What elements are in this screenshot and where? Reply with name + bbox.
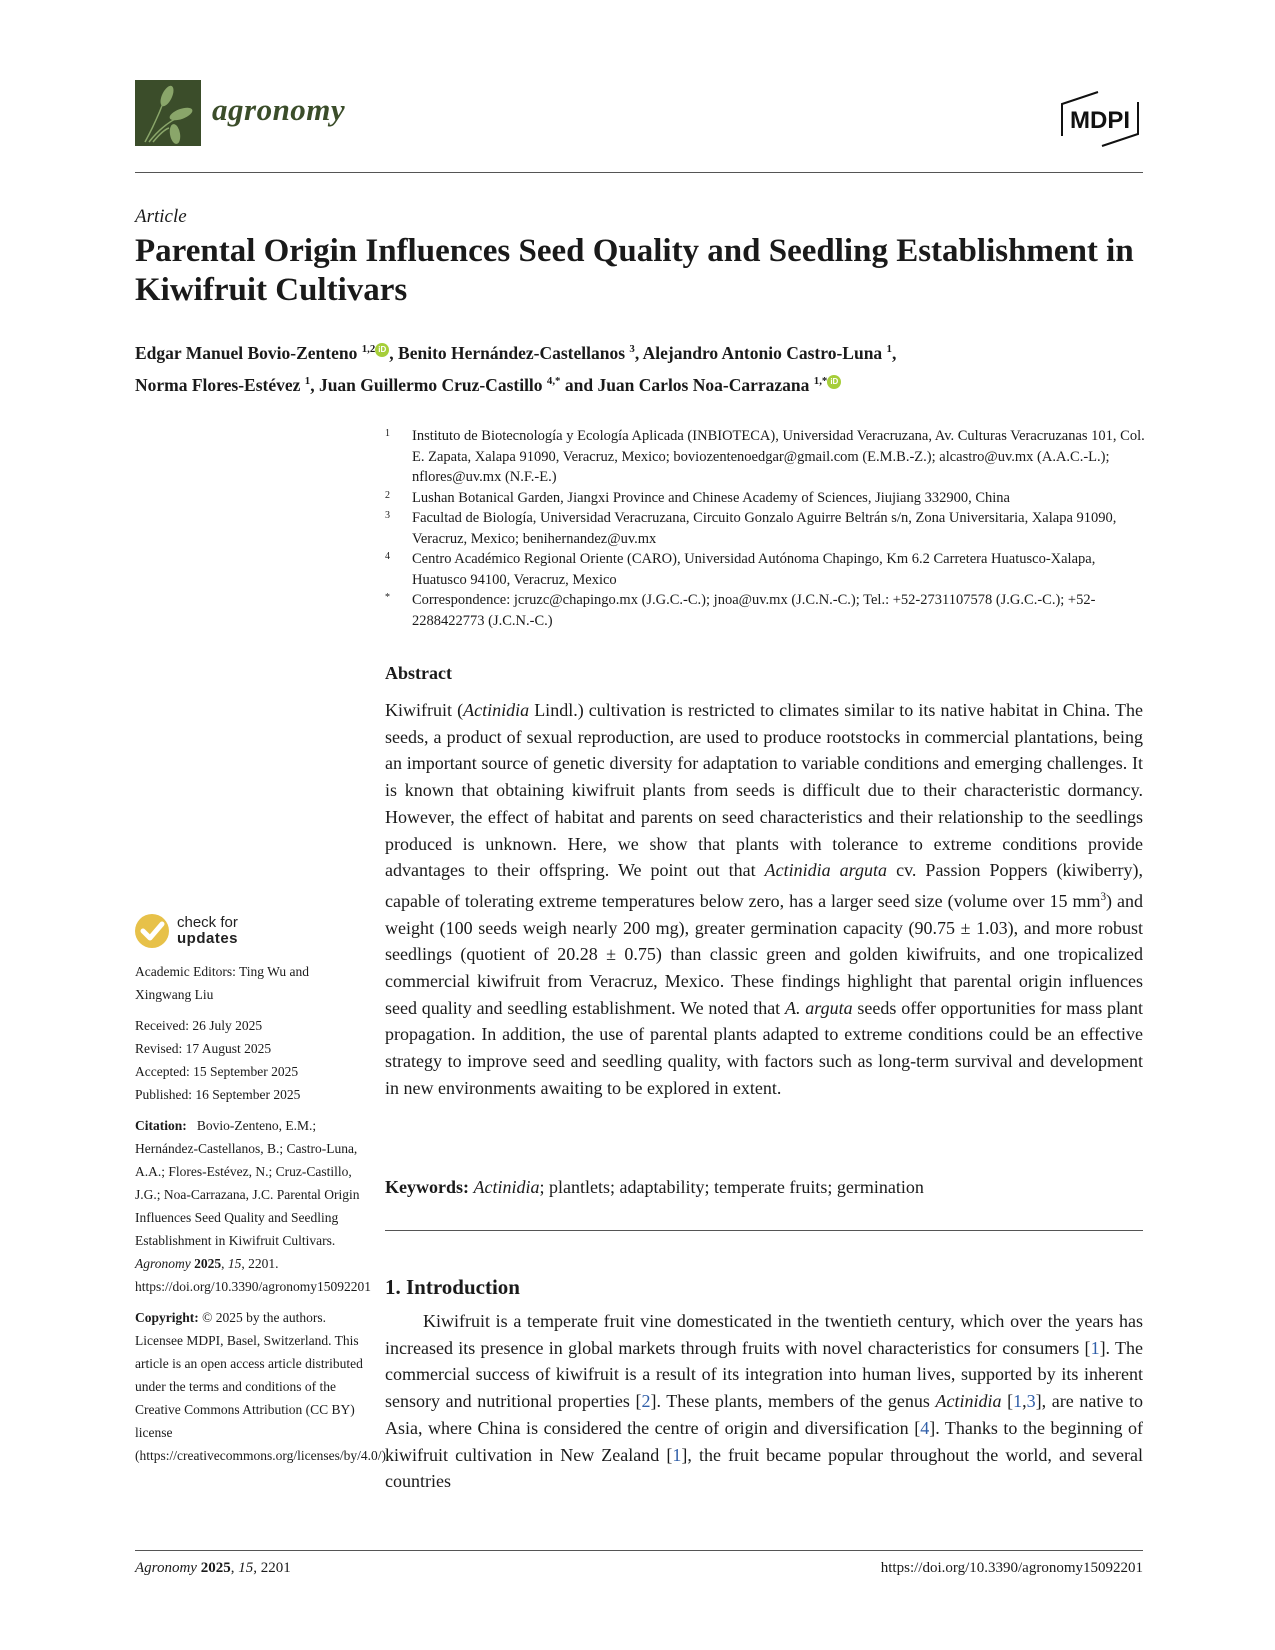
footer-doi-link[interactable]: https://doi.org/10.3390/agronomy15092201 bbox=[880, 1560, 1143, 1576]
citation-volume: 15 bbox=[227, 1256, 242, 1271]
section-divider bbox=[385, 1230, 1143, 1231]
intro-text-run: ]. These plants, members of the genus bbox=[650, 1391, 936, 1412]
copyright-block bbox=[135, 1306, 390, 1467]
mdpi-logo-text: MDPI bbox=[1070, 107, 1130, 134]
footer-volume: 15 bbox=[238, 1560, 254, 1576]
affiliation-text: Instituto de Biotecnología y Ecología Aplicada (INBIOTECA), Universidad Veracruzana, Av. Culturas Veracruzanas 101, Col. E. Zapata, Xalapa 91090, Veracruz, Mexico; boviozentenoedgar@gmail.com (E.M.B.-Z.); alcastro@uv.mx (A.A.C.-L.); nflores@uv.mx (N.F.-E.) bbox=[412, 428, 1145, 485]
citation-link[interactable]: 3 bbox=[1026, 1391, 1036, 1412]
affiliation-item bbox=[385, 488, 1145, 509]
copyright-text: © 2025 by the authors. Licensee MDPI, Basel, Switzerland. This article is an open access article distributed under the terms and conditions of the Creative Commons Attribution (CC BY) license (https://creativecommons.org/licenses/by/4.0/). bbox=[135, 1310, 390, 1463]
citation-link[interactable]: 4 bbox=[920, 1417, 930, 1438]
journal-name: agronomy bbox=[212, 92, 346, 127]
author-separator: and bbox=[560, 374, 598, 395]
citation-block: Citation: Bovio-Zenteno, E.M.; Hernández-Castellanos, B.; Castro-Luna, A.A.; Flores-Estévez, N.; Cruz-Castillo, J.G.; Noa-Carrazana, J.C. Parental Origin Influences Seed Quality and Seedling Establishment in Kiwifruit Cultivars. Agronomy 2025, 15, 2201. https://doi.org/10.3390/agronomy15092201 bbox=[135, 1118, 371, 1294]
author-name[interactable]: Edgar Manuel Bovio-Zenteno bbox=[135, 342, 358, 363]
author-name[interactable]: Juan Carlos Noa-Carrazana bbox=[597, 374, 810, 395]
journal-logo-icon bbox=[135, 80, 201, 146]
author-affiliation-marker: 4,* bbox=[546, 374, 561, 387]
revised-date: Revised: 17 August 2025 bbox=[135, 1041, 272, 1056]
author-affiliation-marker: 1 bbox=[886, 343, 892, 355]
keywords-label: Keywords: bbox=[385, 1177, 469, 1197]
author-affiliation-marker: 1 bbox=[304, 374, 311, 387]
received-date: Received: 26 July 2025 bbox=[135, 1018, 263, 1033]
citation-doi[interactable]: , 2201. https://doi.org/10.3390/agronomy15092201 bbox=[135, 1256, 371, 1294]
intro-text-run: ], the fruit became popular throughout the world, and several countries bbox=[385, 1444, 1143, 1492]
affiliation-number: 3 bbox=[385, 510, 390, 521]
affiliations-list bbox=[385, 426, 1145, 631]
intro-text-run: [ bbox=[1001, 1391, 1014, 1412]
citation-year: 2025 bbox=[194, 1256, 222, 1271]
abstract-italic-taxon: A. arguta bbox=[784, 997, 853, 1018]
header-divider bbox=[135, 172, 1143, 173]
check-for-label: check for bbox=[177, 914, 238, 931]
intro-text-run: Kiwifruit is a temperate fruit vine domesticated in the twentieth century, which over the years has increased its presence in global markets through fruits with novel characteristics for consumers [ bbox=[385, 1311, 1143, 1358]
citation-link[interactable]: 1 bbox=[1090, 1337, 1100, 1358]
article-info-sidebar bbox=[135, 960, 390, 1475]
correspondence-marker: * bbox=[385, 592, 390, 603]
intro-text-run: , bbox=[1022, 1391, 1027, 1412]
updates-label: updates bbox=[177, 930, 239, 947]
abstract-italic-taxon: Actinidia arguta bbox=[764, 860, 888, 881]
author-name[interactable]: Norma Flores-Estévez bbox=[135, 374, 301, 395]
checkmark-icon bbox=[135, 914, 169, 948]
affiliation-text: Facultad de Biología, Universidad Veracruzana, Circuito Gonzalo Aguirre Beltrán s/n, Zona Universitaria, Xalapa 91090, Veracruz, Mexico; benihernandez@uv.mx bbox=[412, 510, 1117, 547]
author-separator: , bbox=[389, 342, 399, 363]
abstract-heading: Abstract bbox=[385, 663, 452, 683]
keyword-italic: Actinidia bbox=[473, 1177, 540, 1197]
footer-page: , 2201 bbox=[253, 1560, 291, 1576]
footer-divider bbox=[135, 1550, 1143, 1551]
intro-italic-taxon: Actinidia bbox=[935, 1391, 1002, 1412]
author-affiliation-marker: 3 bbox=[629, 343, 635, 355]
accepted-date: Accepted: 15 September 2025 bbox=[135, 1064, 299, 1079]
copyright-label: Copyright: bbox=[135, 1310, 199, 1325]
citation-label: Citation: bbox=[135, 1118, 187, 1133]
introduction-text bbox=[385, 1308, 1143, 1495]
author-separator: , bbox=[634, 342, 643, 363]
abstract-text-run: cv. Passion Poppers (kiwiberry), capable of tolerating extreme temperatures below zero, has a larger seed size (volume over 15 mm bbox=[385, 860, 1143, 911]
affiliation-text: Centro Académico Regional Oriente (CARO), Universidad Autónoma Chapingo, Km 6.2 Carretera Huatusco-Xalapa, Huatusco 94100, Veracruz, Mexico bbox=[412, 551, 1096, 588]
abstract-text-run: Lindl.) cultivation is restricted to climates similar to its native habitat in China. The seeds, a product of sexual reproduction, are used to produce rootstocks in commercial plantations, being an important source of genetic diversity for adaptation to variable conditions and emerging challenges. It is known that obtaining kiwifruit plants from seeds is difficult due to their characteristic dormancy. However, the effect of habitat and parents on seed characteristics and their relationship to the seedlings produced is unknown. Here, we show that plants with tolerance to extreme conditions provide advantages to their offspring. We point out that bbox=[385, 700, 1144, 881]
article-type: Article bbox=[135, 206, 187, 227]
article-title: Parental Origin Influences Seed Quality and Seedling Establishment in Kiwifruit Cultivars bbox=[135, 233, 1134, 308]
abstract-text-run: Kiwifruit ( bbox=[385, 700, 464, 720]
footer-journal: Agronomy bbox=[135, 1560, 197, 1576]
affiliation-number: 2 bbox=[385, 489, 390, 501]
keywords bbox=[385, 1177, 1143, 1198]
author-affiliation-marker: 1,2 bbox=[361, 343, 376, 355]
abstract-superscript: 3 bbox=[1100, 890, 1107, 903]
orcid-icon[interactable]: iD bbox=[827, 375, 841, 389]
abstract-text-run: seeds offer opportunities for mass plant propagation. In addition, the use of parental plants adapted to extreme conditions could be an effective strategy to improve seed and seedling quality, with factors such as long-term survival and development in new environments awaiting to be explored in extent. bbox=[385, 997, 1143, 1098]
affiliation-item bbox=[385, 426, 1145, 488]
citation-link[interactable]: 2 bbox=[641, 1391, 651, 1412]
citation-link[interactable]: 1 bbox=[1013, 1391, 1023, 1412]
check-for-updates-button[interactable] bbox=[135, 914, 238, 948]
footer-year: 2025 bbox=[200, 1560, 231, 1576]
abstract-text-run: ) and weight (100 seeds weigh nearly 200 mg), greater germination capacity (90.75 ± 1.03), and more robust seedlings (quotient of 20.28 ± 0.75) than classic green and golden kiwifruits, and one tropicalized commercial kiwifruit from Veracruz, Mexico. These findings highlight that parental origin influences seed quality and seedling establishment. We noted that bbox=[385, 890, 1144, 1018]
citation-text: Bovio-Zenteno, E.M.; Hernández-Castellanos, B.; Castro-Luna, A.A.; Flores-Estévez, N.; Cruz-Castillo, J.G.; Noa-Carrazana, J.C. Parental Origin Influences Seed Quality and Seedling Establishment in Kiwifruit Cultivars. bbox=[135, 1118, 360, 1248]
academic-editors: Academic Editors: Ting Wu and Xingwang Liu bbox=[135, 964, 309, 1002]
affiliation-number: 4 bbox=[385, 551, 390, 562]
citation-journal: Agronomy bbox=[135, 1256, 191, 1271]
author-name[interactable]: Alejandro Antonio Castro-Luna bbox=[642, 342, 883, 363]
author-name[interactable]: Benito Hernández-Castellanos bbox=[398, 342, 626, 363]
affiliation-text: Lushan Botanical Garden, Jiangxi Province and Chinese Academy of Sciences, Jiujiang 332900, China bbox=[412, 489, 1010, 506]
author-name[interactable]: Juan Guillermo Cruz-Castillo bbox=[318, 374, 543, 395]
citation-link[interactable]: 1 bbox=[672, 1444, 682, 1465]
affiliation-item bbox=[385, 508, 1145, 549]
published-date: Published: 16 September 2025 bbox=[135, 1087, 301, 1102]
intro-text-run: ]. Thanks to the beginning of kiwifruit cultivation in New Zealand [ bbox=[385, 1417, 1144, 1465]
intro-text-run: ], are native to Asia, where China is considered the centre of origin and diversification [ bbox=[385, 1391, 1143, 1438]
footer-citation: Agronomy 2025, 15, 2201 bbox=[135, 1560, 291, 1576]
keywords-list: ; plantlets; adaptability; temperate fruits; germination bbox=[539, 1177, 924, 1197]
affiliation-item bbox=[385, 549, 1145, 590]
author-line-1 bbox=[135, 335, 1145, 367]
author-separator: , bbox=[891, 342, 897, 363]
section-heading-introduction: 1. Introduction bbox=[385, 1275, 520, 1299]
mdpi-logo-icon bbox=[1058, 90, 1142, 148]
author-separator: , bbox=[310, 374, 319, 395]
abstract-text bbox=[385, 697, 1143, 1102]
correspondence-item bbox=[385, 590, 1145, 631]
abstract-italic-taxon: Actinidia bbox=[463, 700, 530, 720]
author-line-2 bbox=[135, 367, 1145, 399]
author-affiliation-marker: 1,* bbox=[813, 374, 828, 387]
affiliation-number: 1 bbox=[385, 428, 390, 439]
author-list bbox=[135, 335, 1145, 399]
correspondence-text: Correspondence: jcruzc@chapingo.mx (J.G.C.-C.); jnoa@uv.mx (J.C.N.-C.); Tel.: +52-2731107578 (J.G.C.-C.); +52-2288422773 (J.C.N.-C.) bbox=[412, 592, 1096, 629]
intro-text-run: ]. The commercial success of kiwifruit is a result of its integration into human lives, supported by its inherent sensory and nutritional properties [ bbox=[385, 1337, 1144, 1412]
orcid-icon[interactable]: iD bbox=[375, 343, 389, 357]
